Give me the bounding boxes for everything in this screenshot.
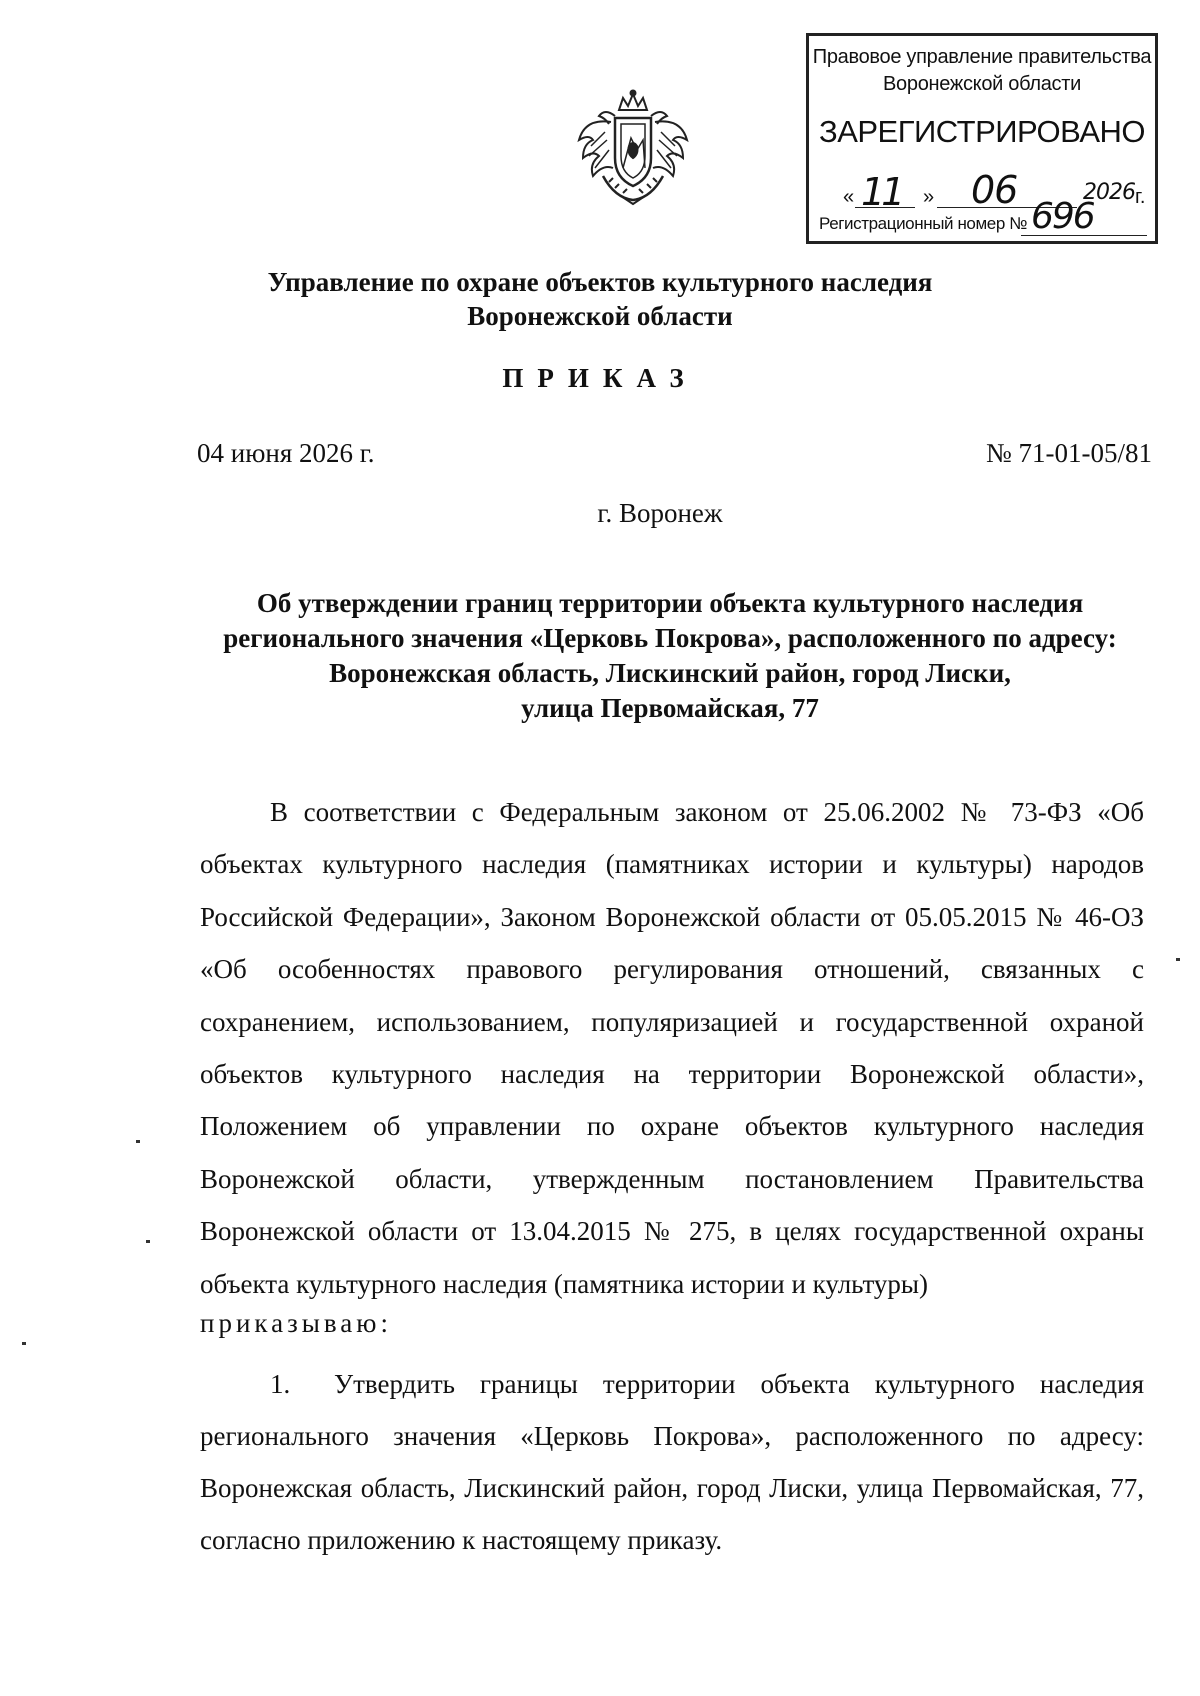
stamp-org-line1: Правовое управление правительства — [812, 46, 1152, 68]
order-verb: приказываю: — [200, 1308, 392, 1338]
stamp-month: 06 — [971, 168, 1018, 212]
document-date: 04 июня 2026 г. — [197, 438, 375, 468]
stamp-year-suffix: г. — [1135, 186, 1146, 208]
agency-line2: Воронежской области — [467, 301, 733, 331]
stamp-regno-value: 696 — [1031, 196, 1094, 237]
agency-header — [0, 265, 1200, 333]
scan-speck — [136, 1140, 140, 1143]
stamp-year: 2026 — [1083, 180, 1135, 205]
stamp-regno-label: Регистрационный номер № — [819, 214, 1028, 233]
agency-line1: Управление по охране объектов культурного наследия — [267, 267, 933, 297]
scan-speck — [22, 1342, 26, 1345]
stamp-quote-open: « — [843, 186, 855, 208]
order-item-text: Утвердить границы территории объекта культурного наследия регионального значения «Церковь Покрова», расположенного по адресу: Воронежская область, Лискинский район, город Лиски, улица Первомайская, 77, согласно приложению к настоящему приказу. — [200, 1369, 1144, 1555]
title-line4: улица Первомайская, 77 — [521, 693, 819, 723]
order-item-number: 1. — [270, 1369, 291, 1399]
voronezh-coat-of-arms-icon — [575, 88, 691, 206]
registration-stamp — [806, 33, 1158, 244]
stamp-org-line2: Воронежской области — [883, 73, 1081, 95]
document-city: г. Воронеж — [597, 498, 723, 528]
order-item — [200, 1358, 1144, 1566]
stamp-registered-label: ЗАРЕГИСТРИРОВАНО — [818, 114, 1145, 149]
title-line3: Воронежская область, Лискинский район, город Лиски, — [329, 658, 1011, 688]
stamp-quote-close: » — [923, 186, 935, 208]
document-number: № 71-01-05/81 — [986, 438, 1152, 468]
document-title — [190, 586, 1150, 726]
stamp-day: 11 — [861, 170, 902, 214]
preamble-paragraph: В соответствии с Федеральным законом от 25.06.2002 № 73-ФЗ «Об объектах культурного наследия (памятниках истории и культуры) народов Российской Федерации», Законом Воронежской области от 05.05.2015 № 46-ОЗ «Об особенностях правового регулирования отношений, связанных с сохранением, использованием, популяризацией и государственной охраной объектов культурного наследия на территории Воронежской области», Положением об управлении по охране объектов культурного наследия Воронежской области, утвержденным постановлением Правительства Воронежской области от 13.04.2015 № 275, в целях государственной охраны объекта культурного наследия (памятника истории и культуры) — [200, 797, 1144, 1299]
stamp-organization — [809, 44, 1155, 98]
scan-speck — [146, 1240, 150, 1243]
document-type: ПРИКАЗ — [502, 363, 698, 393]
title-line1: Об утверждении границ территории объекта культурного наследия — [256, 588, 1084, 618]
stamp-date — [843, 168, 1146, 214]
scan-speck — [1176, 958, 1180, 961]
title-line2: регионального значения «Церковь Покрова», расположенного по адресу: — [223, 623, 1117, 653]
